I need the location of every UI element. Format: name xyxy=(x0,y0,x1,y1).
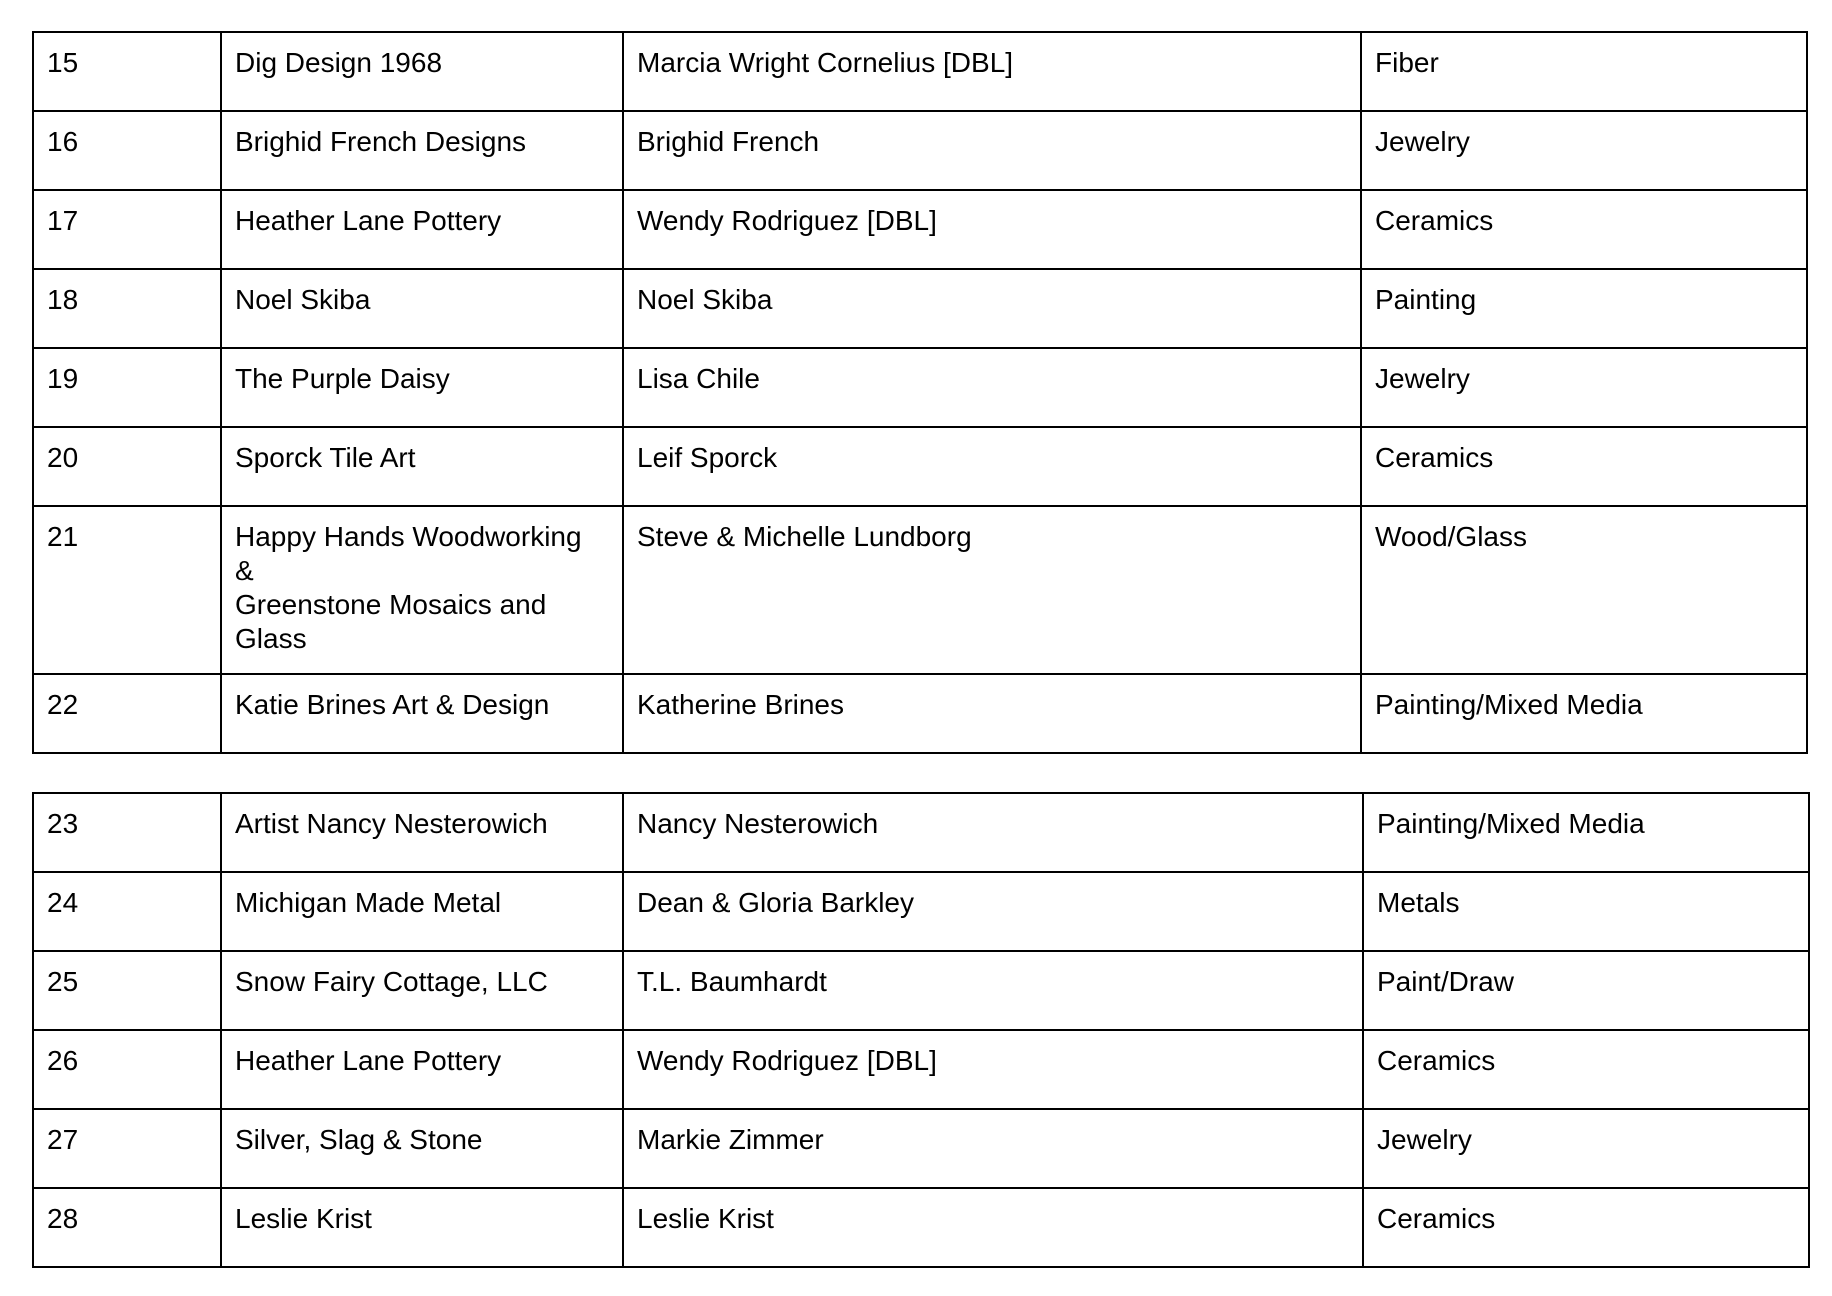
artist-name-cell: Brighid French xyxy=(623,111,1361,190)
booth-number-cell: 16 xyxy=(33,111,221,190)
medium-cell: Ceramics xyxy=(1363,1188,1809,1267)
medium-cell: Jewelry xyxy=(1363,1109,1809,1188)
business-name-cell: Dig Design 1968 xyxy=(221,32,623,111)
booth-number-cell: 25 xyxy=(33,951,221,1030)
business-name-cell: Artist Nancy Nesterowich xyxy=(221,793,623,872)
business-name-cell: Brighid French Designs xyxy=(221,111,623,190)
medium-cell: Painting/Mixed Media xyxy=(1363,793,1809,872)
table-row xyxy=(33,951,1809,1030)
business-name-cell: The Purple Daisy xyxy=(221,348,623,427)
medium-cell: Painting/Mixed Media xyxy=(1361,674,1807,753)
business-name-cell: Happy Hands Woodworking & Greenstone Mosaics and Glass xyxy=(221,506,623,674)
artist-name-cell: Wendy Rodriguez [DBL] xyxy=(623,1030,1363,1109)
booth-number-cell: 19 xyxy=(33,348,221,427)
artist-name-cell: Nancy Nesterowich xyxy=(623,793,1363,872)
artist-name-cell: Katherine Brines xyxy=(623,674,1361,753)
medium-cell: Ceramics xyxy=(1363,1030,1809,1109)
business-name-cell: Leslie Krist xyxy=(221,1188,623,1267)
artist-name-cell: Lisa Chile xyxy=(623,348,1361,427)
booth-number-cell: 28 xyxy=(33,1188,221,1267)
artist-name-cell: Leslie Krist xyxy=(623,1188,1363,1267)
table-row xyxy=(33,348,1807,427)
business-name-cell: Katie Brines Art & Design xyxy=(221,674,623,753)
artist-name-cell: Wendy Rodriguez [DBL] xyxy=(623,190,1361,269)
medium-cell: Painting xyxy=(1361,269,1807,348)
medium-cell: Fiber xyxy=(1361,32,1807,111)
table-row xyxy=(33,1109,1809,1188)
booth-number-cell: 22 xyxy=(33,674,221,753)
medium-cell: Ceramics xyxy=(1361,190,1807,269)
vendor-table-1 xyxy=(32,31,1808,754)
table-row xyxy=(33,1030,1809,1109)
booth-number-cell: 20 xyxy=(33,427,221,506)
artist-name-cell: Markie Zimmer xyxy=(623,1109,1363,1188)
booth-number-cell: 26 xyxy=(33,1030,221,1109)
artist-name-cell: Steve & Michelle Lundborg xyxy=(623,506,1361,674)
business-name-cell: Snow Fairy Cottage, LLC xyxy=(221,951,623,1030)
business-name-cell: Heather Lane Pottery xyxy=(221,1030,623,1109)
table-row xyxy=(33,1188,1809,1267)
booth-number-cell: 27 xyxy=(33,1109,221,1188)
medium-cell: Wood/Glass xyxy=(1361,506,1807,674)
vendor-table-2 xyxy=(32,792,1810,1268)
booth-number-cell: 15 xyxy=(33,32,221,111)
booth-number-cell: 17 xyxy=(33,190,221,269)
artist-name-cell: Noel Skiba xyxy=(623,269,1361,348)
business-name-cell: Sporck Tile Art xyxy=(221,427,623,506)
medium-cell: Jewelry xyxy=(1361,111,1807,190)
medium-cell: Ceramics xyxy=(1361,427,1807,506)
medium-cell: Metals xyxy=(1363,872,1809,951)
table-row xyxy=(33,32,1807,111)
artist-name-cell: Dean & Gloria Barkley xyxy=(623,872,1363,951)
artist-name-cell: T.L. Baumhardt xyxy=(623,951,1363,1030)
booth-number-cell: 18 xyxy=(33,269,221,348)
table-row xyxy=(33,674,1807,753)
business-name-cell: Heather Lane Pottery xyxy=(221,190,623,269)
artist-name-cell: Marcia Wright Cornelius [DBL] xyxy=(623,32,1361,111)
artist-name-cell: Leif Sporck xyxy=(623,427,1361,506)
business-name-cell: Michigan Made Metal xyxy=(221,872,623,951)
medium-cell: Paint/Draw xyxy=(1363,951,1809,1030)
booth-number-cell: 21 xyxy=(33,506,221,674)
table-row xyxy=(33,427,1807,506)
business-name-cell: Noel Skiba xyxy=(221,269,623,348)
medium-cell: Jewelry xyxy=(1361,348,1807,427)
table-row xyxy=(33,506,1807,674)
table-row xyxy=(33,111,1807,190)
table-row xyxy=(33,269,1807,348)
booth-number-cell: 23 xyxy=(33,793,221,872)
booth-number-cell: 24 xyxy=(33,872,221,951)
table-row xyxy=(33,793,1809,872)
table-row xyxy=(33,190,1807,269)
table-row xyxy=(33,872,1809,951)
business-name-cell: Silver, Slag & Stone xyxy=(221,1109,623,1188)
